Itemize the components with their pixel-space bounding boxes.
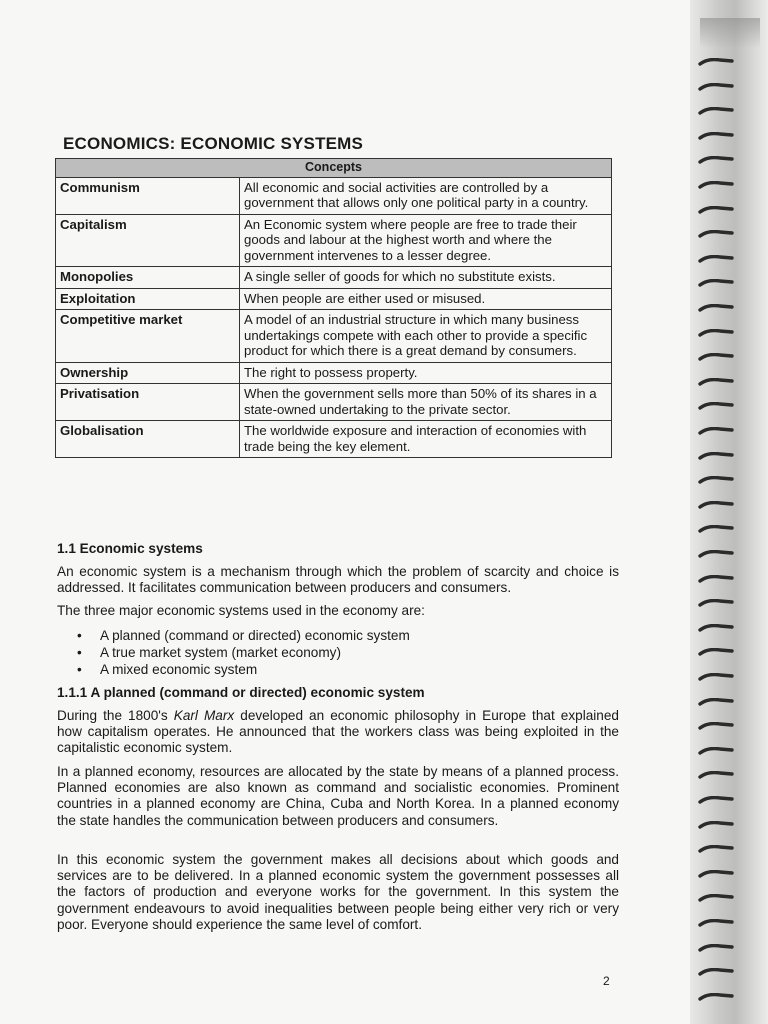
coil-icon <box>698 771 736 780</box>
table-header: Concepts <box>56 159 612 178</box>
spiral-binding <box>690 0 768 1024</box>
concept-definition: The right to possess property. <box>240 362 612 384</box>
paragraph: The three major economic systems used in the economy are: <box>57 603 425 618</box>
concept-definition: The worldwide exposure and interaction of economies with trade being the key element. <box>240 421 612 458</box>
coil-icon <box>698 255 736 264</box>
coil-icon <box>698 402 736 411</box>
coil-icon <box>698 279 736 288</box>
coil-icon <box>698 427 736 436</box>
table-row <box>56 421 612 458</box>
coil-icon <box>698 894 736 903</box>
coil-icon <box>698 968 736 977</box>
section-heading: 1.1 Economic systems <box>57 541 203 556</box>
concept-definition: All economic and social activities are controlled by a government that allows only one political party in a country. <box>240 177 612 214</box>
concepts-table <box>55 158 612 458</box>
table-header-row <box>56 159 612 178</box>
coil-icon <box>698 993 736 1002</box>
coil-icon <box>698 156 736 165</box>
list-item-text: A mixed economic system <box>100 662 258 677</box>
list-item <box>57 627 410 644</box>
coil-icon <box>698 304 736 313</box>
binding-shadow <box>700 18 760 48</box>
concept-term: Capitalism <box>56 214 240 267</box>
coil-icon <box>698 58 736 67</box>
coil-icon <box>698 525 736 534</box>
table-row <box>56 267 612 289</box>
coil-icon <box>698 107 736 116</box>
paragraph: An economic system is a mechanism through which the problem of scarcity and choice is addressed. It facilitates communication between producers and consumers. <box>57 564 619 596</box>
coil-icon <box>698 83 736 92</box>
coil-icon <box>698 845 736 854</box>
concept-term: Privatisation <box>56 384 240 421</box>
coil-icon <box>698 747 736 756</box>
concept-term: Globalisation <box>56 421 240 458</box>
coil-icon <box>698 796 736 805</box>
list-item <box>57 644 410 661</box>
list-item <box>57 661 410 678</box>
subsection-heading: 1.1.1 A planned (command or directed) economic system <box>57 685 425 700</box>
concept-term: Monopolies <box>56 267 240 289</box>
bullet-list <box>57 627 410 678</box>
coil-icon <box>698 821 736 830</box>
coil-icon <box>698 206 736 215</box>
table-row <box>56 310 612 363</box>
table-row <box>56 214 612 267</box>
bullet-icon: • <box>77 662 82 677</box>
concept-definition: A model of an industrial structure in which many business undertakings compete with each other to provide a specific product for which there is a great demand by consumers. <box>240 310 612 363</box>
paragraph-text: During the 1800's <box>57 708 174 723</box>
bullet-icon: • <box>77 645 82 660</box>
coil-icon <box>698 944 736 953</box>
paragraph-text: developed an economic philosophy in Europe that explained how capitalism operates. He announced that the workers class was being exploited in the capitalistic economic system. <box>57 708 619 756</box>
coil-icon <box>698 378 736 387</box>
table-row <box>56 384 612 421</box>
concept-term: Ownership <box>56 362 240 384</box>
concept-term: Exploitation <box>56 288 240 310</box>
concept-term: Communism <box>56 177 240 214</box>
concept-definition: When people are either used or misused. <box>240 288 612 310</box>
coil-icon <box>698 698 736 707</box>
coil-icon <box>698 648 736 657</box>
table-row <box>56 362 612 384</box>
coil-icon <box>698 329 736 338</box>
coil-icon <box>698 181 736 190</box>
coil-icon <box>698 575 736 584</box>
list-item-text: A true market system (market economy) <box>100 645 341 660</box>
coil-icon <box>698 230 736 239</box>
coil-icon <box>698 476 736 485</box>
coil-icon <box>698 452 736 461</box>
page-number: 2 <box>603 974 610 988</box>
person-name: Karl Marx <box>173 708 235 723</box>
coil-icon <box>698 673 736 682</box>
coil-icon <box>698 132 736 141</box>
concept-term: Competitive market <box>56 310 240 363</box>
paragraph: In a planned economy, resources are allocated by the state by means of a planned process. Planned economies are also known as command and socialistic economies. Prominent countries in a planned economy are China, Cuba and North Korea. In a planned economy the state handles the communication between producers and consumers. <box>57 764 619 828</box>
concept-definition: An Economic system where people are free to trade their goods and labour at the highest worth and where the government intervenes to a lesser degree. <box>240 214 612 267</box>
paragraph <box>57 708 619 757</box>
coil-icon <box>698 353 736 362</box>
table-row <box>56 177 612 214</box>
list-item-text: A planned (command or directed) economic system <box>100 628 410 643</box>
coil-icon <box>698 550 736 559</box>
coil-icon <box>698 919 736 928</box>
table-row <box>56 288 612 310</box>
page-title: ECONOMICS: ECONOMIC SYSTEMS <box>63 134 364 153</box>
coil-icon <box>698 501 736 510</box>
paragraph: In this economic system the government makes all decisions about which goods and services are to be delivered. In a planned economic system the government possesses all the factors of production and everyone works for the government. In this system the government endeavours to avoid inequalities between people being either very rich or very poor. Everyone should experience the same level of comfort. <box>57 852 619 932</box>
coil-icon <box>698 599 736 608</box>
coil-icon <box>698 722 736 731</box>
bullet-icon: • <box>77 628 82 643</box>
coil-icon <box>698 624 736 633</box>
coil-icon <box>698 870 736 879</box>
concept-definition: When the government sells more than 50% of its shares in a state-owned undertaking to the private sector. <box>240 384 612 421</box>
concept-definition: A single seller of goods for which no substitute exists. <box>240 267 612 289</box>
